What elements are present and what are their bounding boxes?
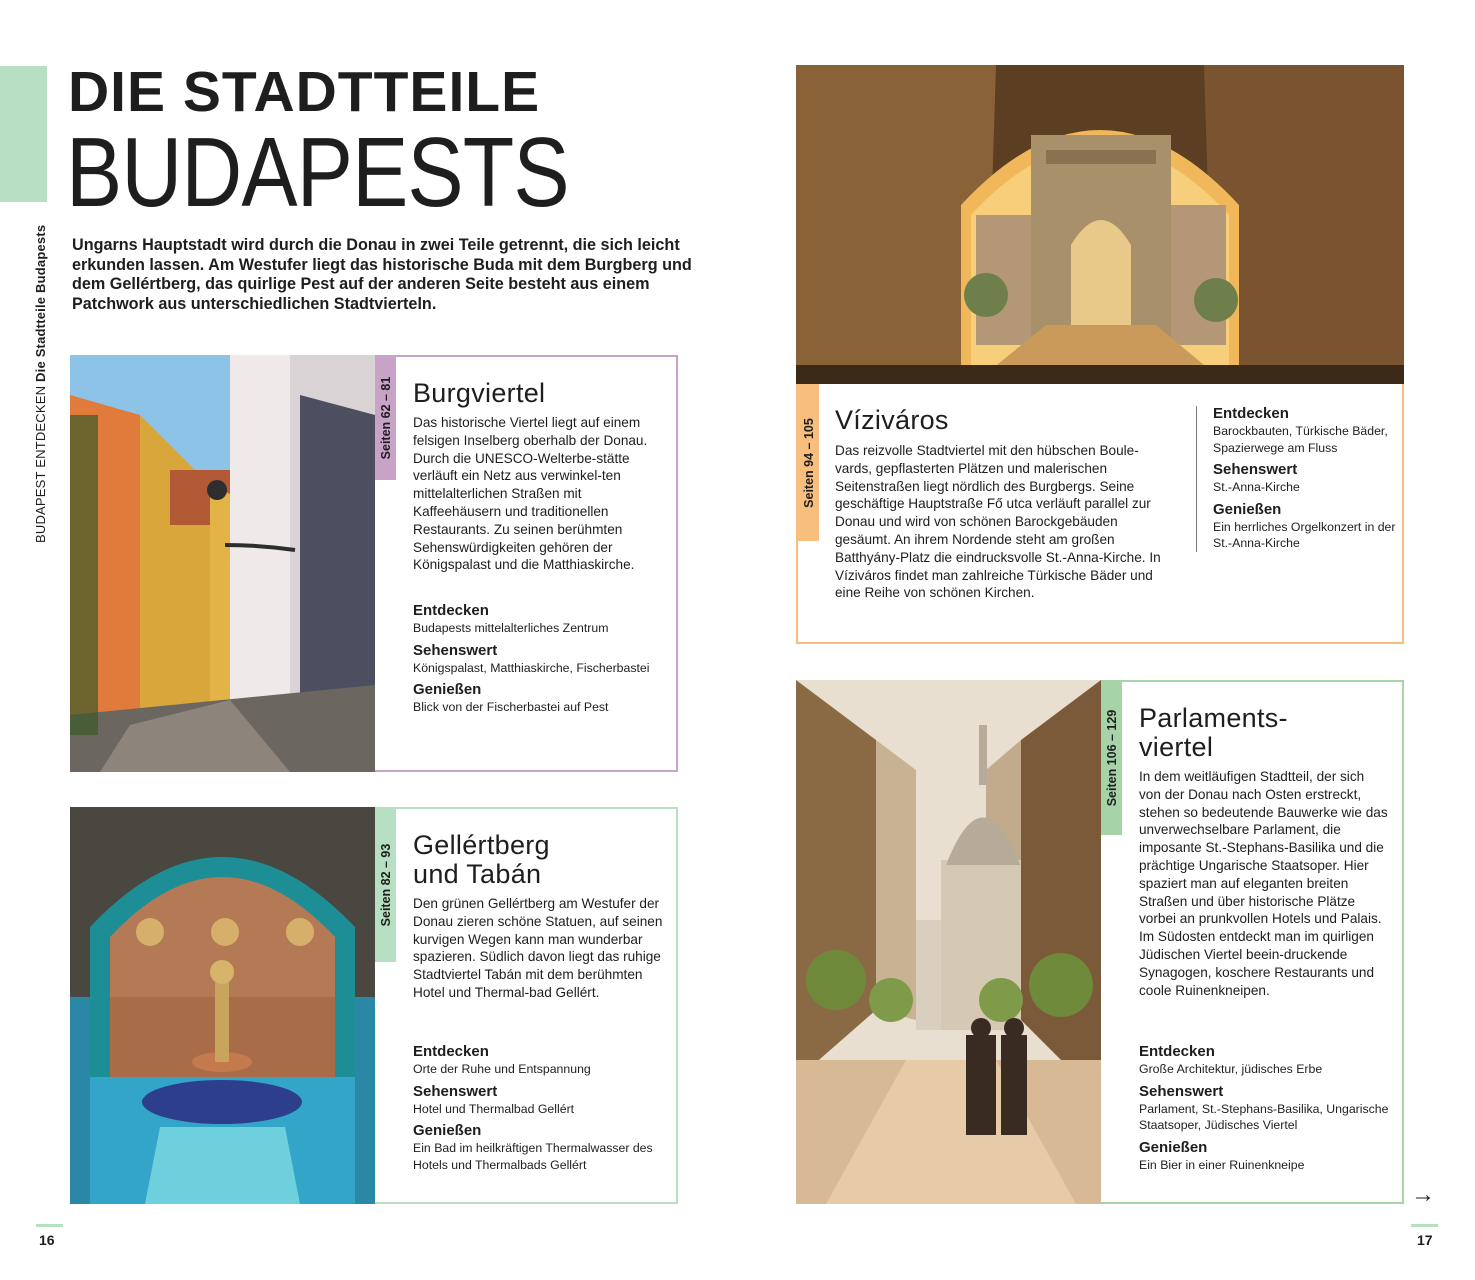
- page-reference: Seiten 82 – 93: [378, 843, 393, 926]
- enjoy-text: Ein Bier in einer Ruinenkneipe: [1139, 1157, 1305, 1172]
- see-heading: Sehenswert: [413, 641, 498, 659]
- enjoy-text: Ein herrliches Orgelkonzert in der St.-Anna-Kirche: [1213, 519, 1396, 550]
- district-facts: [1213, 405, 1398, 557]
- basilica-street-photo: [796, 680, 1101, 1204]
- see-heading: Sehenswert: [413, 1082, 498, 1100]
- page-number-bar-left: [36, 1224, 63, 1227]
- enjoy-heading: Genießen: [413, 1122, 482, 1139]
- page-reference-tab: [798, 384, 819, 541]
- district-description: Das historische Viertel liegt auf einem felsigen Inselberg oberhalb der Donau. Durch die UNESCO-Welterbe-stätte verläuft ein Netz aus verwinkel-ten mittelalterlichen Straßen mit Kaffeehäusern und traditionellen Restaurants. Zu seinen berühmten Sehenswürdigkeiten gehören der Königspalast und die Matthiaskirche.: [413, 415, 648, 573]
- enjoy-text: Ein Bad im heilkräftigen Thermalwasser des Hotels und Thermalbads Gellért: [413, 1141, 653, 1172]
- district-description: Den grünen Gellértberg am Westufer der Donau zieren schöne Statuen, auf seinen kurvigen Wegen kann man wunderbar spazieren. Südlich davon liegt das ruhige Stadtviertel Tabán mit dem berühmten Hotel und Thermal-bad Gellért.: [413, 896, 663, 1000]
- page-number-bar-right: [1411, 1224, 1438, 1227]
- enjoy-heading: Genießen: [413, 681, 482, 698]
- explore-text: Barockbauten, Türkische Bäder, Spazierwege am Fluss: [1213, 424, 1388, 455]
- enjoy-heading: Genießen: [1213, 500, 1282, 518]
- burgviertel-photo: [70, 355, 375, 772]
- heading-line-1: DIE STADTTEILE: [68, 60, 541, 124]
- page-number-right: 17: [1417, 1232, 1433, 1248]
- arrow-right-icon[interactable]: →: [1411, 1181, 1435, 1208]
- district-title: Víziváros: [835, 405, 949, 435]
- explore-heading: Entdecken: [1213, 405, 1289, 422]
- explore-text: Budapests mittelalterliches Zentrum: [413, 621, 609, 635]
- page-reference-tab: [1101, 680, 1122, 835]
- explore-text: Orte der Ruhe und Entspannung: [413, 1062, 591, 1076]
- heading-line-2: BUDAPESTS: [66, 117, 569, 227]
- page-reference: Seiten 106 – 129: [1104, 709, 1119, 806]
- see-heading: Sehenswert: [1213, 461, 1298, 478]
- district-card-gellertberg: [70, 807, 678, 1204]
- chapter-label: Die Stadtteile Budapests: [33, 224, 48, 382]
- column-divider: [1196, 406, 1197, 552]
- page-reference-tab: [375, 355, 396, 480]
- district-facts: [1139, 1043, 1389, 1178]
- district-card-burgviertel: [70, 355, 678, 772]
- district-description: In dem weitläufigen Stadtteil, der sich von der Donau nach Osten erstreckt, stehen so bedeutende Bauwerke wie das unverwechselbare Parlament, die imposante St.-Stephans-Basilika und die prächtige Ungarische Staatsoper. Hier spaziert man auf eleganten breiten Straßen und über historische Plätze vorbei an prunkvollen Hotels und Palais. Im Südosten entdeckt man im quirligen Jüdischen Viertel beein-druckende Synagogen, koschere Restaurants und coole Ruinenkneipen.: [1139, 769, 1388, 998]
- gellert-fountain-photo: [70, 807, 375, 1204]
- see-text: Parlament, St.-Stephans-Basilika, Ungarische Staatsoper, Jüdisches Viertel: [1139, 1101, 1389, 1132]
- explore-text: Große Architektur, jüdisches Erbe: [1139, 1062, 1323, 1076]
- district-card-parlamentsviertel: [796, 680, 1404, 1204]
- page-reference: Seiten 62 – 81: [378, 376, 393, 459]
- page-reference: Seiten 94 – 105: [801, 417, 816, 508]
- running-header: [33, 225, 48, 543]
- enjoy-text: Blick von der Fischerbastei auf Pest: [413, 700, 609, 714]
- explore-heading: Entdecken: [1139, 1043, 1215, 1060]
- enjoy-heading: Genießen: [1139, 1138, 1208, 1156]
- intro-paragraph: Ungarns Hauptstadt wird durch die Donau in zwei Teile getrennt, die sich leicht erkunden lassen. Am Westufer liegt das historische Buda mit dem Burgberg und dem Gellértberg, das quirlige Pest auf der anderen Seite besteht aus einem Patchwork aus unterschiedlichen Stadtvierteln.: [72, 236, 692, 313]
- see-text: Hotel und Thermalbad Gellért: [413, 1101, 575, 1116]
- district-title: Parlaments-viertel: [1139, 703, 1288, 762]
- page-reference-tab: [375, 807, 396, 962]
- district-title: Gellértberg und Tabán: [413, 830, 550, 889]
- district-title: Burgviertel: [413, 378, 546, 408]
- district-facts: [413, 602, 663, 721]
- page-number-left: 16: [39, 1232, 55, 1248]
- viziváros-tunnel-photo: [796, 65, 1404, 386]
- chapter-color-tab: [0, 66, 47, 202]
- see-heading: Sehenswert: [1139, 1082, 1224, 1100]
- see-text: St.-Anna-Kirche: [1213, 480, 1300, 494]
- district-card-vizivaros: [796, 384, 1404, 644]
- district-description: Das reizvolle Stadtviertel mit den hübschen Boule-vards, gepflasterten Plätzen und malerischen Seitenstraßen liegt nördlich des Burgbergs. Seine geschäftige Hauptstraße Fő utca verläuft parallel zur Donau und wird von schönen Barockgebäuden gesäumt. An ihrem Nordende steht am großen Batthyány-Platz die eindrucksvolle St.-Anna-Kirche. In Víziváros findet man zahlreiche Türkische Bäder und eine Reihe von schönen Kirchen.: [835, 443, 1161, 601]
- explore-heading: Entdecken: [413, 1043, 489, 1060]
- section-label: BUDAPEST ENTDECKEN: [33, 385, 48, 543]
- explore-heading: Entdecken: [413, 602, 489, 619]
- see-text: Königspalast, Matthiaskirche, Fischerbastei: [413, 660, 650, 675]
- district-facts: [413, 1043, 663, 1178]
